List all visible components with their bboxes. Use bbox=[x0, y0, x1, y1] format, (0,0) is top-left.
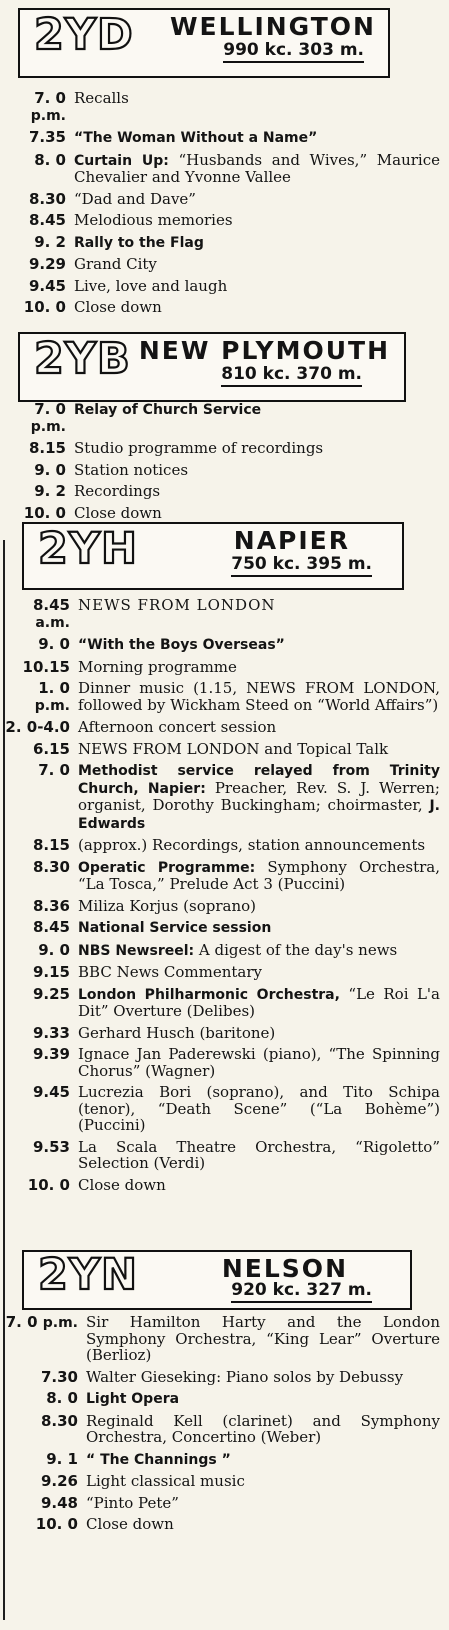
station-city: NAPIER bbox=[233, 526, 350, 555]
entry-description bbox=[74, 483, 440, 500]
entry-time-value: 8.36 bbox=[32, 896, 70, 915]
entry-time-value: 2. 0-4.0 bbox=[5, 718, 70, 736]
entry-text: Melodious memories bbox=[74, 211, 233, 229]
schedule-entry bbox=[0, 919, 440, 937]
entry-time-value: 9.45 bbox=[28, 276, 66, 295]
entry-description bbox=[74, 129, 440, 147]
entry-text: Recordings bbox=[74, 482, 161, 500]
entry-time bbox=[0, 898, 78, 915]
schedule-entry bbox=[0, 1413, 440, 1446]
schedule-2yh bbox=[0, 597, 440, 1198]
entry-text: (approx.) Recordings, station announcements bbox=[78, 836, 426, 854]
station-frequency: 750 kc. 395 m. bbox=[231, 556, 372, 577]
schedule-entry bbox=[0, 636, 440, 654]
entry-description bbox=[74, 90, 440, 124]
schedule-entry bbox=[0, 152, 440, 186]
entry-text: Close down bbox=[74, 298, 162, 316]
entry-title: “The Woman Without a Name” bbox=[74, 130, 318, 146]
entry-time bbox=[0, 299, 74, 316]
entry-time bbox=[0, 986, 78, 1020]
entry-time-value: 9. 2 bbox=[34, 232, 66, 251]
entry-description bbox=[78, 1025, 440, 1042]
entry-time-value: 7. 0 bbox=[34, 89, 66, 107]
entry-ampm: a.m. bbox=[35, 614, 70, 631]
entry-time bbox=[0, 129, 74, 147]
schedule-entry bbox=[0, 440, 440, 457]
entry-description bbox=[74, 152, 440, 186]
entry-ampm: p.m. bbox=[42, 1315, 78, 1331]
entry-text: Ignace Jan Paderewski (piano), “The Spinning Chorus” (Wagner) bbox=[78, 1045, 440, 1080]
entry-time bbox=[0, 1495, 86, 1512]
entry-time-value: 7. 0 bbox=[5, 1313, 38, 1331]
entry-time bbox=[0, 256, 74, 273]
entry-text: Close down bbox=[86, 1515, 174, 1533]
schedule-entry bbox=[0, 762, 440, 832]
station-call-sign: 2YB bbox=[34, 334, 131, 384]
schedule-entry bbox=[0, 859, 440, 893]
entry-time bbox=[0, 1025, 78, 1042]
schedule-entry bbox=[0, 986, 440, 1020]
entry-time-value: 8.45 bbox=[28, 211, 66, 229]
entry-description bbox=[86, 1516, 440, 1533]
schedule-entry bbox=[0, 1314, 440, 1364]
entry-description bbox=[86, 1314, 440, 1364]
entry-time bbox=[0, 919, 78, 937]
entry-time-value: 9. 0 bbox=[34, 460, 66, 479]
schedule-entry bbox=[0, 90, 440, 124]
entry-time bbox=[0, 1413, 86, 1446]
entry-time bbox=[0, 1139, 78, 1172]
entry-text: Close down bbox=[74, 503, 162, 522]
entry-description bbox=[78, 680, 440, 714]
entry-text: Light classical music bbox=[86, 1472, 245, 1490]
station-frequency: 990 kc. 303 m. bbox=[223, 42, 364, 63]
entry-description bbox=[74, 256, 440, 273]
entry-time bbox=[0, 462, 74, 479]
entry-time bbox=[0, 90, 74, 124]
entry-description bbox=[78, 859, 440, 893]
entry-text: Close down bbox=[78, 1175, 166, 1194]
entry-text: Gerhard Husch (baritone) bbox=[78, 1023, 276, 1042]
entry-time bbox=[0, 152, 74, 186]
entry-time-value: 9.15 bbox=[32, 963, 70, 981]
schedule-entry bbox=[0, 1495, 440, 1512]
entry-time bbox=[0, 741, 78, 758]
station-city: WELLINGTON bbox=[169, 12, 376, 41]
station-call-sign: 2YD bbox=[34, 10, 134, 60]
entry-description bbox=[78, 898, 440, 915]
entry-title: “ The Channings ” bbox=[86, 1451, 231, 1468]
station-header-2yn bbox=[22, 1250, 412, 1310]
station-frequency: 920 kc. 327 m. bbox=[231, 1282, 372, 1303]
schedule-entry bbox=[0, 278, 440, 295]
entry-time-value: 8.30 bbox=[32, 857, 70, 876]
entry-time bbox=[0, 1451, 86, 1469]
schedule-entry bbox=[0, 597, 440, 631]
schedule-2yd bbox=[0, 90, 440, 321]
entry-description bbox=[86, 1413, 440, 1446]
entry-title: “With the Boys Overseas” bbox=[78, 637, 285, 653]
schedule-entry bbox=[0, 1084, 440, 1134]
entry-text: Symphony Orchestra, “La Tosca,” Prelude Act 3 (Puccini) bbox=[78, 857, 441, 893]
entry-description bbox=[78, 964, 440, 981]
schedule-entry bbox=[0, 234, 440, 252]
schedule-entry bbox=[0, 1177, 440, 1194]
entry-time bbox=[0, 762, 78, 832]
entry-time-value: 9. 0 bbox=[38, 940, 70, 959]
schedule-entry bbox=[0, 191, 440, 208]
schedule-entry bbox=[0, 462, 440, 479]
schedule-entry bbox=[0, 680, 440, 714]
entry-description bbox=[78, 762, 440, 832]
entry-time-value: 7. 0 bbox=[38, 761, 70, 779]
schedule-entry bbox=[0, 1369, 440, 1386]
entry-description bbox=[74, 278, 440, 295]
entry-time-value: 9.25 bbox=[32, 984, 70, 1003]
station-city: NEW PLYMOUTH bbox=[138, 336, 390, 365]
schedule-entry bbox=[0, 964, 440, 981]
entry-description bbox=[78, 1177, 440, 1194]
entry-description bbox=[74, 462, 440, 479]
entry-time bbox=[0, 191, 74, 208]
entry-title: London Philharmonic Orchestra, bbox=[78, 986, 340, 1003]
station-call-sign: 2YN bbox=[38, 1250, 139, 1300]
entry-text: La Scala Theatre Orchestra, “Rigoletto” Selection (Verdi) bbox=[78, 1137, 440, 1172]
schedule-entry bbox=[0, 1046, 440, 1079]
entry-text: Afternoon concert session bbox=[78, 718, 277, 736]
schedule-entry bbox=[0, 942, 440, 960]
entry-time bbox=[0, 1314, 86, 1364]
entry-time-value: 8.45 bbox=[32, 596, 70, 614]
entry-title: National Service session bbox=[78, 920, 272, 936]
entry-title: J. Edwards bbox=[78, 798, 440, 832]
entry-time-value: 10.15 bbox=[22, 657, 70, 676]
entry-description bbox=[74, 212, 440, 229]
entry-time bbox=[0, 1046, 78, 1079]
entry-time bbox=[0, 680, 78, 714]
entry-time-value: 9. 1 bbox=[46, 1449, 78, 1468]
entry-time-value: 8.15 bbox=[32, 836, 70, 854]
entry-time bbox=[0, 278, 74, 295]
entry-time-value: 8. 0 bbox=[34, 150, 66, 169]
entry-ampm: p.m. bbox=[34, 697, 70, 714]
entry-text: Dinner music (1.15, NEWS FROM LONDON, followed by Wickham Steed on “World Affairs”) bbox=[78, 679, 440, 714]
entry-title: Light Opera bbox=[86, 1391, 180, 1407]
entry-time bbox=[0, 1390, 86, 1408]
entry-time-value: 9.26 bbox=[40, 1472, 78, 1490]
station-header-2yd bbox=[18, 8, 390, 78]
entry-time-value: 10. 0 bbox=[23, 298, 66, 316]
schedule-entry bbox=[0, 299, 440, 316]
schedule-entry bbox=[0, 659, 440, 676]
entry-time bbox=[0, 964, 78, 981]
entry-time bbox=[0, 1369, 86, 1386]
entry-text: Reginald Kell (clarinet) and Symphony Orchestra, Concertino (Weber) bbox=[86, 1411, 440, 1446]
entry-description bbox=[74, 234, 440, 252]
entry-text: NEWS FROM LONDON bbox=[78, 596, 276, 614]
entry-description bbox=[86, 1495, 440, 1512]
entry-description bbox=[78, 837, 440, 854]
entry-description bbox=[74, 191, 440, 208]
schedule-entry bbox=[0, 1473, 440, 1490]
entry-description bbox=[78, 1046, 440, 1079]
entry-description bbox=[78, 719, 440, 736]
schedule-entry bbox=[0, 212, 440, 229]
entry-text: Sir Hamilton Harty and the London Symphony Orchestra, “King Lear” Overture (Berlioz) bbox=[86, 1313, 440, 1364]
entry-time bbox=[0, 440, 74, 457]
entry-time bbox=[0, 212, 74, 229]
entry-time bbox=[0, 483, 74, 500]
entry-text: A digest of the day's news bbox=[194, 940, 398, 959]
entry-time bbox=[0, 636, 78, 654]
entry-text: Recalls bbox=[74, 89, 129, 107]
entry-time bbox=[0, 1084, 78, 1134]
entry-time-value: 8.30 bbox=[28, 189, 66, 208]
entry-title: Operatic Programme: bbox=[78, 859, 256, 876]
schedule-entry bbox=[0, 837, 440, 854]
station-header-2yh bbox=[22, 522, 404, 590]
entry-time bbox=[0, 505, 74, 522]
entry-description bbox=[78, 741, 440, 758]
schedule-entry bbox=[0, 741, 440, 758]
entry-description bbox=[74, 401, 440, 435]
entry-description bbox=[78, 636, 440, 654]
entry-time-value: 9.29 bbox=[28, 255, 66, 273]
entry-time bbox=[0, 719, 78, 736]
entry-title: Curtain Up: bbox=[74, 152, 169, 169]
entry-time bbox=[0, 597, 78, 631]
entry-text: Live, love and laugh bbox=[74, 276, 228, 295]
schedule-entry bbox=[0, 719, 440, 736]
entry-time-value: 9.45 bbox=[32, 1083, 70, 1101]
schedule-entry bbox=[0, 256, 440, 273]
entry-text: Station notices bbox=[74, 460, 189, 479]
entry-ampm: p.m. bbox=[30, 107, 66, 124]
entry-description bbox=[86, 1390, 440, 1408]
entry-text: Morning programme bbox=[78, 657, 237, 676]
schedule-entry bbox=[0, 505, 440, 522]
entry-time-value: 8. 0 bbox=[46, 1389, 78, 1407]
schedule-entry bbox=[0, 129, 440, 147]
entry-description bbox=[78, 1139, 440, 1172]
schedule-entry bbox=[0, 898, 440, 915]
entry-text: Preacher, Rev. S. J. Werren; organist, Dorothy Buckingham; choirmaster, bbox=[78, 778, 440, 814]
schedule-entry bbox=[0, 401, 440, 435]
entry-description bbox=[78, 1084, 440, 1134]
entry-title: Methodist service relayed from Trinity Church, Napier: bbox=[78, 763, 440, 797]
entry-time bbox=[0, 1516, 86, 1533]
entry-time-value: 9.48 bbox=[40, 1493, 78, 1512]
entry-time bbox=[0, 1473, 86, 1490]
entry-time-value: 8.45 bbox=[32, 918, 70, 936]
entry-text: Lucrezia Bori (soprano), and Tito Schipa (tenor), “Death Scene” (“La Bohème”) (Puccini) bbox=[78, 1083, 440, 1134]
entry-time bbox=[0, 859, 78, 893]
entry-time-value: 9. 2 bbox=[34, 482, 66, 500]
entry-description bbox=[78, 597, 440, 631]
entry-title: Relay of Church Service bbox=[74, 402, 262, 418]
entry-ampm: p.m. bbox=[30, 418, 66, 435]
entry-description bbox=[74, 440, 440, 457]
schedule-entry bbox=[0, 1025, 440, 1042]
entry-time bbox=[0, 401, 74, 435]
entry-time-value: 9.39 bbox=[32, 1045, 70, 1063]
entry-description bbox=[78, 919, 440, 937]
station-frequency: 810 kc. 370 m. bbox=[221, 366, 362, 387]
entry-text: NEWS FROM LONDON and Topical Talk bbox=[78, 739, 389, 758]
entry-description bbox=[78, 986, 440, 1020]
entry-text: Walter Gieseking: Piano solos by Debussy bbox=[86, 1367, 404, 1386]
entry-description bbox=[86, 1369, 440, 1386]
entry-time-value: 1. 0 bbox=[38, 679, 70, 697]
schedule-2yn bbox=[0, 1314, 440, 1538]
entry-text: Grand City bbox=[74, 255, 157, 273]
entry-time-value: 9. 0 bbox=[38, 635, 70, 653]
entry-time-value: 8.15 bbox=[28, 439, 66, 457]
schedule-entry bbox=[0, 1139, 440, 1172]
entry-time-value: 7.35 bbox=[28, 128, 66, 146]
station-header-2yb bbox=[18, 332, 406, 402]
entry-text: Studio programme of recordings bbox=[74, 439, 324, 457]
entry-time-value: 7.30 bbox=[40, 1367, 78, 1386]
schedule-2yb bbox=[0, 401, 440, 526]
entry-time-value: 6.15 bbox=[32, 739, 70, 758]
entry-time bbox=[0, 659, 78, 676]
entry-text: Miliza Korjus (soprano) bbox=[78, 896, 256, 915]
entry-time-value: 8.30 bbox=[40, 1411, 78, 1430]
entry-description bbox=[78, 659, 440, 676]
entry-time bbox=[0, 234, 74, 252]
schedule-entry bbox=[0, 1516, 440, 1533]
entry-time bbox=[0, 942, 78, 960]
entry-time bbox=[0, 837, 78, 854]
station-city: NELSON bbox=[221, 1254, 348, 1283]
entry-time-value: 10. 0 bbox=[23, 503, 66, 522]
entry-description bbox=[78, 942, 440, 960]
entry-time-value: 9.33 bbox=[32, 1023, 70, 1042]
entry-description bbox=[86, 1451, 440, 1469]
entry-title: NBS Newsreel: bbox=[78, 942, 195, 959]
schedule-entry bbox=[0, 1451, 440, 1469]
entry-text: BBC News Commentary bbox=[78, 963, 262, 981]
schedule-entry bbox=[0, 483, 440, 500]
entry-text: “Pinto Pete” bbox=[86, 1493, 179, 1512]
entry-description bbox=[74, 505, 440, 522]
entry-time-value: 9.53 bbox=[32, 1137, 70, 1156]
entry-title: Rally to the Flag bbox=[74, 234, 204, 251]
entry-time-value: 7. 0 bbox=[34, 400, 66, 418]
entry-time-value: 10. 0 bbox=[35, 1515, 78, 1533]
entry-description bbox=[74, 299, 440, 316]
entry-time bbox=[0, 1177, 78, 1194]
entry-time-value: 10. 0 bbox=[27, 1175, 70, 1194]
entry-text: “Dad and Dave” bbox=[74, 189, 196, 208]
entry-text: “Le Roi L'a Dit” Overture (Delibes) bbox=[78, 984, 440, 1020]
entry-description bbox=[86, 1473, 440, 1490]
entry-text: “Husbands and Wives,” Maurice Chevalier and Yvonne Vallee bbox=[74, 150, 440, 186]
schedule-entry bbox=[0, 1390, 440, 1408]
station-call-sign: 2YH bbox=[38, 524, 139, 574]
